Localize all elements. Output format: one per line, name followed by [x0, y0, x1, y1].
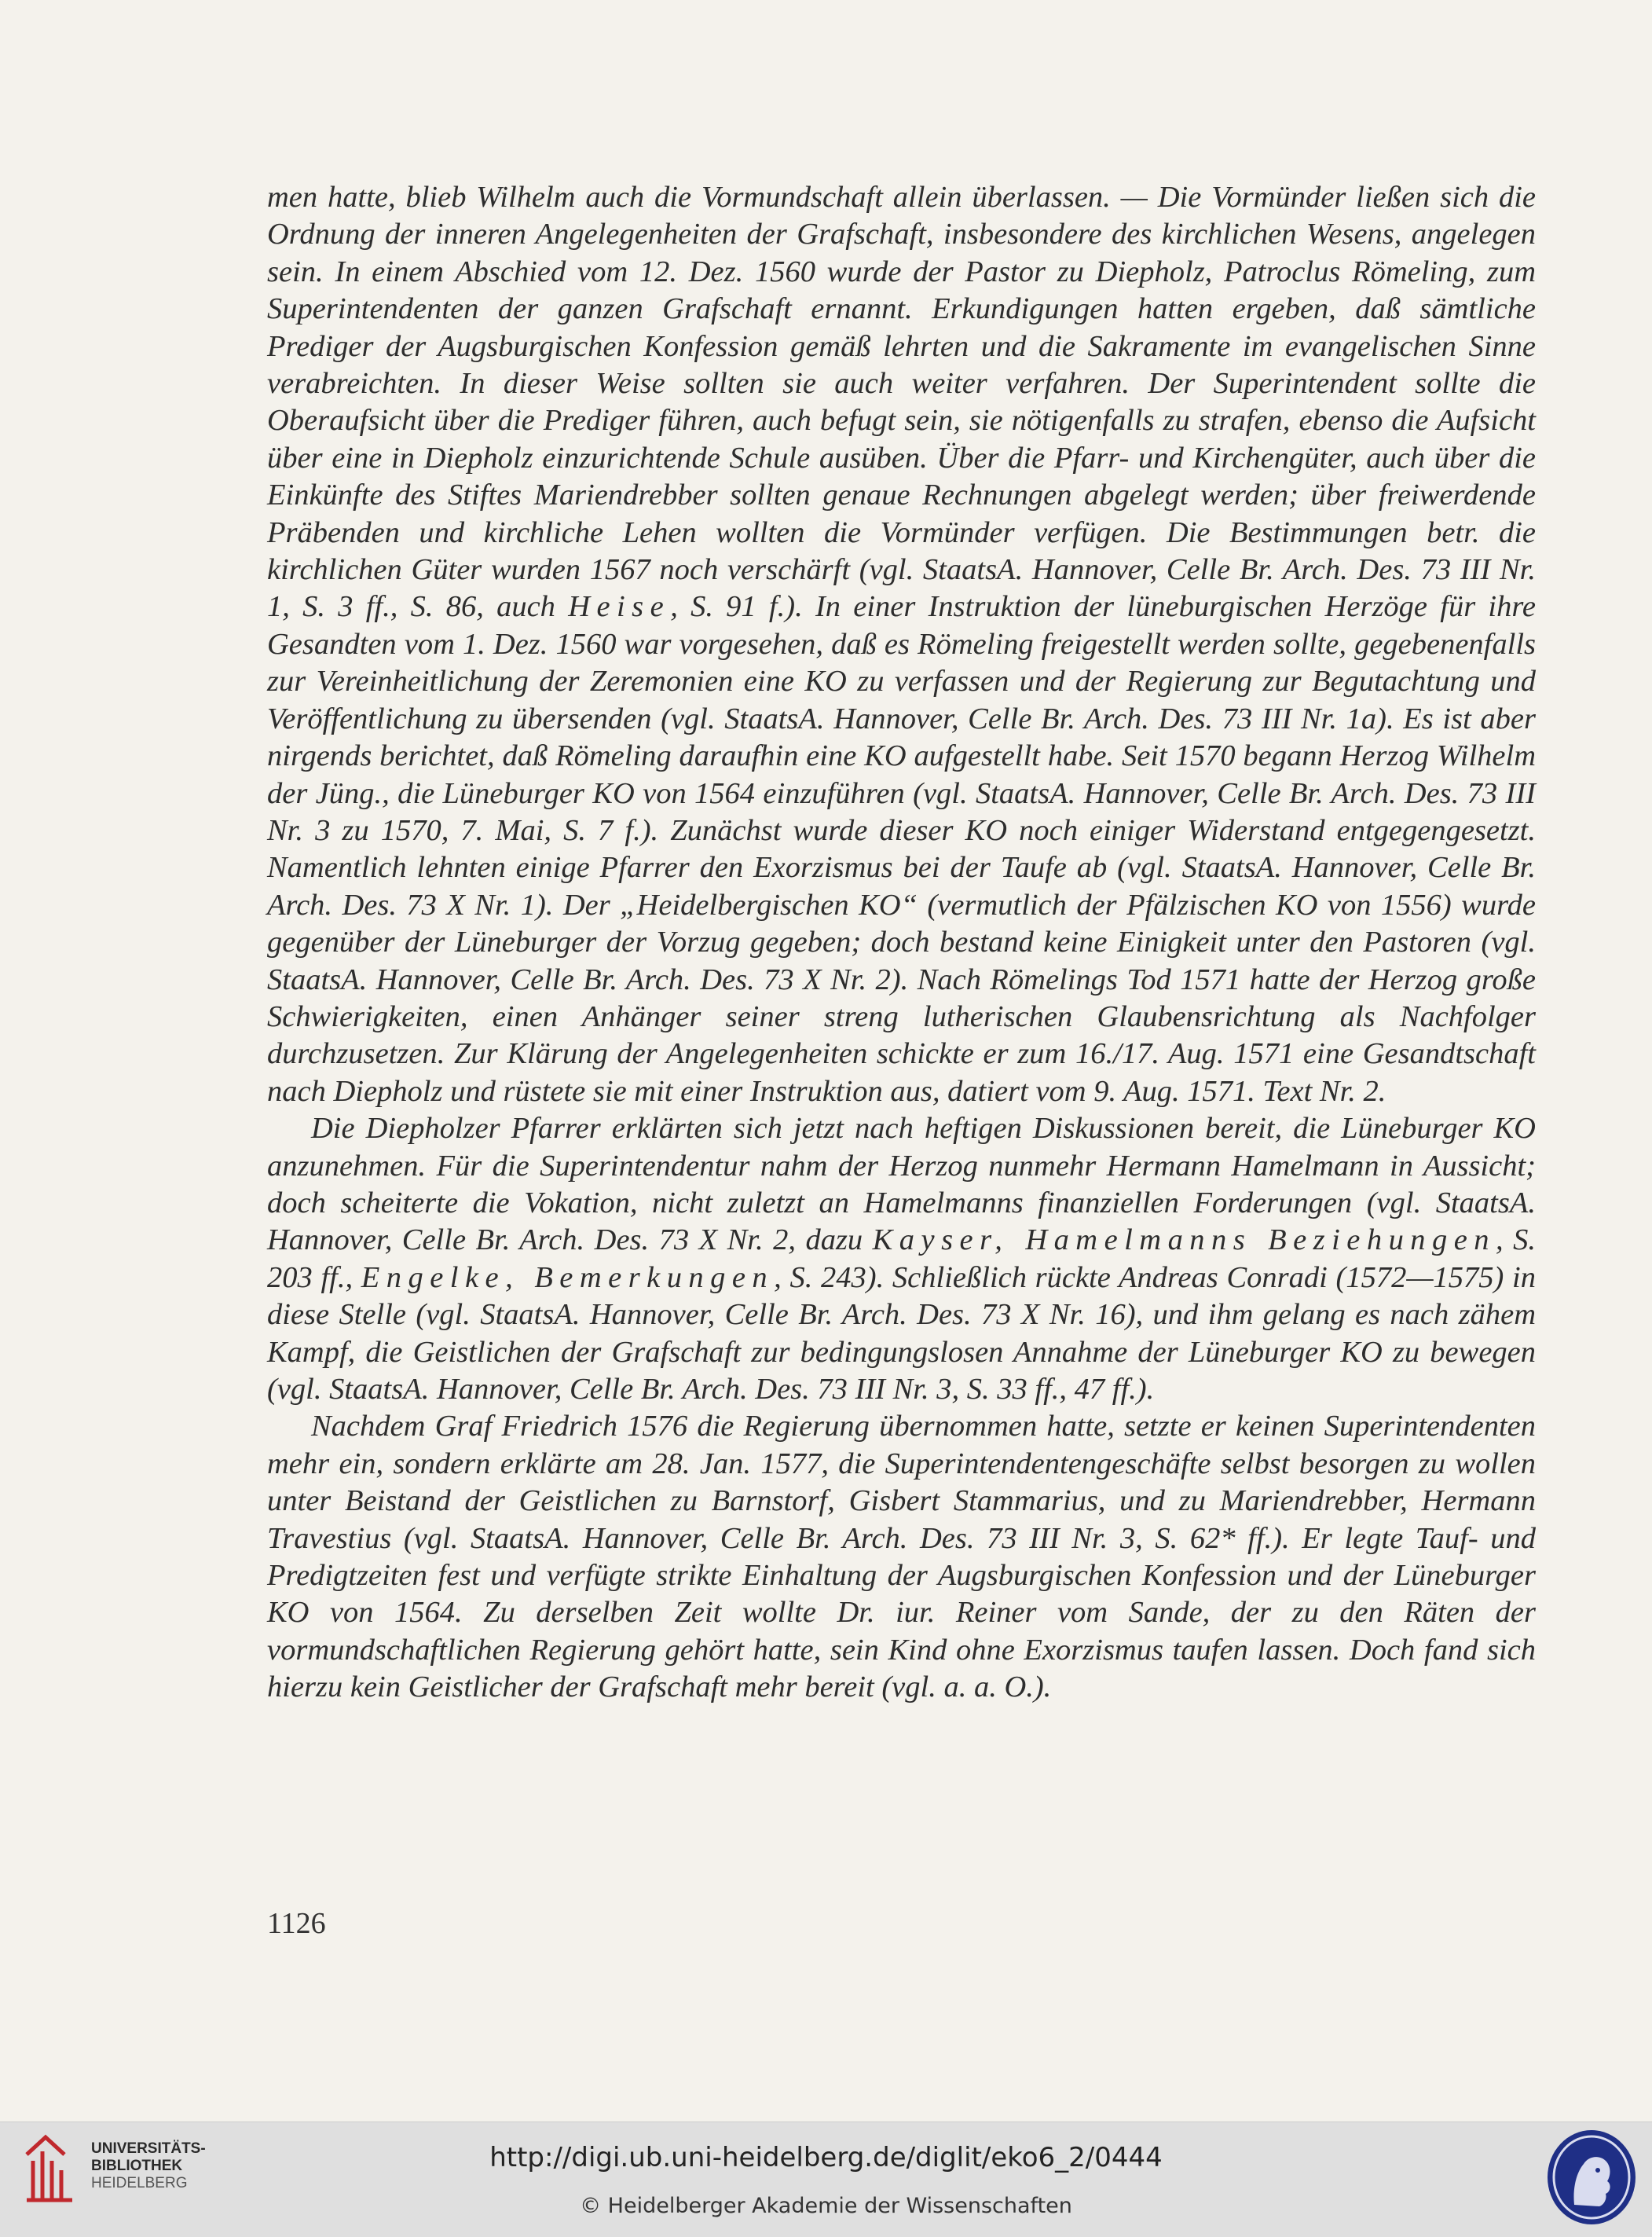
heise-reference: , S. 91 f.).	[670, 590, 803, 624]
viewer-footer	[0, 2121, 1652, 2237]
paragraph-2-continued: S. 243). Schließlich rückte Andreas Conradi (1572—1575) in diese Stelle (vgl. StaatsA. Hannover, Celle Br. Arch. Des. 73 X Nr. 16), und ihm gelang es nach zähem Kampf, die Geistlichen der Grafschaft zur bedingungslosen Annahme der Lüneburger KO zu bewegen (vgl. StaatsA. Hannover, Celle Br. Arch. Des. 73 III Nr. 3, S. 33 ff., 47 ff.).	[267, 1260, 1537, 1406]
paragraph-3	[267, 1408, 1536, 1706]
author-engelke: Engelke, Bemerkungen	[361, 1260, 775, 1294]
kayser-reference: S. 203 ff.,	[267, 1223, 1537, 1294]
paragraph-2: Die Diepholzer Pfarrer erklärten sich jetzt nach heftigen Diskussionen bereit, die Lüneburger KO anzunehmen. Für die Superintendentur nahm der Herzog nunmehr Hermann Hamelmann in Aussicht; doch scheiterte die Vokation, nicht zuletzt an Hamelmanns finanziellen Forderungen (vgl. StaatsA. Hannover, Celle Br. Arch. Des. 73 X Nr. 2, dazu Kayser, Hamelmanns Beziehungen, S. 203 ff., Engelke, Bemerkungen, S. 243). Schließlich rückte Andreas Conradi (1572—1575) in diese Stelle (vgl. StaatsA. Hannover, Celle Br. Arch. Des. 73 X Nr. 16), und ihm gelang es nach zähem Kampf, die Geistlichen der Grafschaft zur bedingungslosen Annahme der Lüneburger KO zu bewegen (vgl. StaatsA. Hannover, Celle Br. Arch. Des. 73 III Nr. 3, S. 33 ff., 47 ff.).	[267, 1112, 1537, 1406]
library-name-line-1: UNIVERSITÄTS-	[91, 2140, 206, 2157]
author-kayser: Kayser, Hamelmanns Beziehungen	[872, 1223, 1496, 1257]
author-heise: Heise	[568, 590, 671, 624]
paragraph-1-text: men hatte, blieb Wilhelm auch die Vormundschaft allein überlassen. — Die Vormünder ließen sich die Ordnung der inneren Angelegenheiten der Grafschaft, insbesondere des kirchlichen Wesens, angelegen sein. In einem Abschied vom 12. Dez. 1560 wurde der Pastor zu Diepholz, Patroclus Römeling, zum Superintendenten der ganzen Grafschaft ernannt. Erkundigungen hatten ergeben, daß sämtliche Prediger der Augsburgischen Konfession gemäß lehrten und die Sakramente im evangelischen Sinne verabreichten. In dieser Weise sollten sie auch weiter verfahren. Der Superintendent sollte die Oberaufsicht über die Prediger führen, auch befugt sein, sie nötigenfalls zu strafen, ebenso die Aufsicht über eine in Diepholz einzurichtende Schule ausüben. Über die Pfarr- und Kirchengüter, auch über die Einkünfte des Stiftes Mariendrebber sollten genaue Rechnungen abgelegt werden; über freiwerdende Präbenden und kirchliche Lehen wollten die Vormünder verfügen. Die Bestimmungen betr. die kirchlichen Güter wurden 1567 noch verschärft (vgl. StaatsA. Hannover, Celle Br. Arch. Des. 73 III Nr. 1, S. 3 ff., S. 86, auch	[267, 181, 1536, 624]
body-text	[267, 179, 1536, 1707]
paragraph-3-text: Nachdem Graf Friedrich 1576 die Regierung übernommen hatte, setzte er keinen Superintendenten mehr ein, sondern erklärte am 28. Jan. 1577, die Superintendentengeschäfte selbst besorgen zu wollen unter Beistand der Geistlichen zu Barnstorf, Gisbert Stammarius, und zu Mariendrebber, Hermann Travestius (vgl. StaatsA. Hannover, Celle Br. Arch. Des. 73 III Nr. 3, S. 62* ff.). Er legte Tauf- und Predigtzeiten fest und verfügte strikte Einhaltung der Augsburgischen Konfession und der Lüneburger KO von 1564. Zu derselben Zeit wollte Dr. iur. Reiner vom Sande, der zu den Räten der vormundschaftlichen Regierung gehört hatte, sein Kind ohne Exorzismus taufen lassen. Doch fand sich hierzu kein Geistlicher der Grafschaft mehr bereit (vgl. a. a. O.).	[267, 1410, 1536, 1704]
library-name-line-3: HEIDELBERG	[91, 2175, 188, 2191]
page-number: 1126	[267, 1907, 326, 1940]
paragraph-1	[267, 179, 1536, 1110]
permalink-url[interactable]: http://digi.ub.uni-heidelberg.de/diglit/eko6_2/0444	[489, 2142, 1163, 2173]
paragraph-1-continued: In einer Instruktion der lüneburgischen Herzöge für ihre Gesandten vom 1. Dez. 1560 war vorgesehen, daß es Römeling freigestellt werden sollte, gegebenenfalls zur Vereinheitlichung der Zeremonien eine KO zu verfassen und der Regierung zur Begutachtung und Veröffentlichung zu übersenden (vgl. StaatsA. Hannover, Celle Br. Arch. Des. 73 III Nr. 1a). Es ist aber nirgends berichtet, daß Römeling daraufhin eine KO aufgestellt habe. Seit 1570 begann Herzog Wilhelm der Jüng., die Lüneburger KO von 1564 einzuführen (vgl. StaatsA. Hannover, Celle Br. Arch. Des. 73 III Nr. 3 zu 1570, 7. Mai, S. 7 f.). Zunächst wurde dieser KO noch einiger Widerstand entgegengesetzt. Namentlich lehnten einige Pfarrer den Exorzismus bei der Taufe ab (vgl. StaatsA. Hannover, Celle Br. Arch. Des. 73 X Nr. 1). Der „Heidelbergischen KO“ (vermutlich der Pfälzischen KO von 1556) wurde gegenüber der Lüneburger der Vorzug gegeben; doch bestand keine Einigkeit unter den Pastoren (vgl. StaatsA. Hannover, Celle Br. Arch. Des. 73 X Nr. 2). Nach Römelings Tod 1571 hatte der Herzog große Schwierigkeiten, einen Anhänger seiner streng lutherischen Glaubensrichtung als Nachfolger durchzusetzen. Zur Klärung der Angelegenheiten schickte er zum 16./17. Aug. 1571 eine Gesandtschaft nach Diepholz und rüstete sie mit einer Instruktion aus, datiert vom 9. Aug. 1571. Text Nr. 2.	[267, 590, 1537, 1108]
copyright-notice: © Heidelberger Akademie der Wissenschaften	[580, 2194, 1072, 2218]
paragraph-2-text: Die Diepholzer Pfarrer erklärten sich jetzt nach heftigen Diskussionen bereit, die Lüneburger KO anzunehmen. Für die Superintendentur nahm der Herzog nunmehr Hermann Hamelmann in Aussicht; doch scheiterte die Vokation, nicht zuletzt an Hamelmanns finanziellen Forderungen (vgl. StaatsA. Hannover, Celle Br. Arch. Des. 73 X Nr. 2, dazu	[267, 1112, 1536, 1257]
academy-seal-icon	[1544, 2126, 1639, 2228]
library-name-line-2: BIBLIOTHEK	[91, 2158, 183, 2174]
